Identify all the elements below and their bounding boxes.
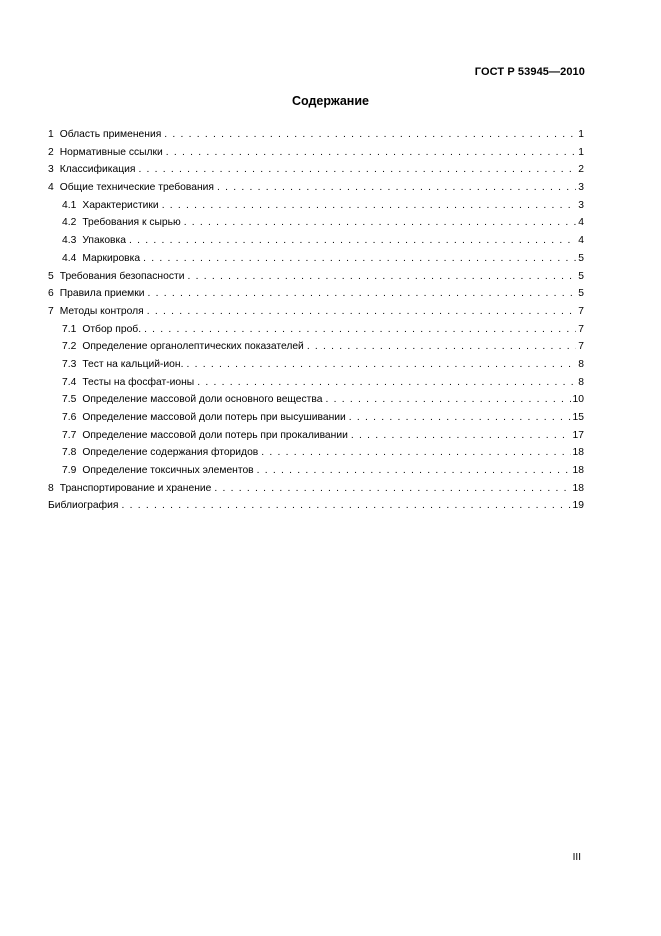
toc-entry[interactable]: [48, 409, 584, 427]
toc-dot-leader: [261, 444, 570, 462]
toc-dot-leader: [187, 268, 576, 286]
toc-entry-label: Методы контроля: [59, 305, 144, 317]
toc-entry-label: Нормативные ссылки: [59, 146, 163, 158]
toc-entry-label: Определение токсичных элементов: [82, 465, 254, 477]
toc-entry-page: 19: [572, 500, 584, 512]
toc-dot-leader: [148, 285, 577, 303]
toc-entry-number: 7.7: [62, 429, 77, 441]
toc-entry-page: 5: [578, 252, 584, 264]
toc-entry[interactable]: [48, 427, 584, 445]
toc-entry-number: 6: [48, 288, 54, 300]
toc-entry-label: Определение массовой доли потерь при высушивании: [82, 412, 346, 423]
toc-dot-leader: [197, 374, 576, 392]
toc-entry[interactable]: [48, 214, 584, 232]
toc-entry-page: 8: [578, 376, 584, 388]
toc-entry-label: Упаковка: [82, 235, 126, 247]
toc-entry-number: 7.9: [62, 465, 77, 477]
toc-entry-number: 7.6: [62, 412, 77, 423]
table-of-contents: [48, 126, 584, 515]
toc-entry[interactable]: [48, 374, 584, 392]
toc-entry[interactable]: [48, 338, 584, 356]
toc-entry-label: Отбор проб.: [82, 323, 142, 335]
toc-entry-number: 4.3: [62, 235, 77, 247]
toc-dot-leader: [186, 356, 576, 374]
toc-entry-label: Определение органолептических показателей: [82, 341, 304, 353]
toc-entry[interactable]: [48, 391, 584, 409]
toc-entry-page: 4: [578, 217, 584, 229]
toc-entry-page: 18: [572, 447, 584, 459]
toc-entry-label: Тесты на фосфат-ионы: [82, 376, 195, 388]
toc-entry[interactable]: [48, 303, 584, 321]
toc-entry-label: Характеристики: [82, 199, 159, 211]
toc-dot-leader: [143, 250, 576, 268]
toc-entry-number: 7.5: [62, 394, 77, 406]
toc-entry-number: 4.1: [62, 199, 77, 211]
toc-entry-page: 5: [578, 270, 584, 282]
toc-entry-page: 4: [578, 235, 584, 247]
toc-entry[interactable]: [48, 268, 584, 286]
toc-entry-page: 8: [578, 358, 584, 370]
toc-entry-number: 7.3: [62, 358, 77, 370]
toc-dot-leader: [351, 427, 571, 445]
toc-dot-leader: [147, 303, 577, 321]
toc-entry-number: 4.2: [62, 217, 77, 229]
toc-entry[interactable]: [48, 321, 584, 339]
standard-code-header: ГОСТ Р 53945—2010: [474, 66, 585, 78]
toc-dot-leader: [162, 197, 577, 215]
toc-dot-leader: [164, 126, 576, 144]
toc-entry-label: Требования к сырью: [82, 217, 181, 229]
toc-entry-number: 7.8: [62, 447, 77, 459]
toc-entry-number: 7.4: [62, 376, 77, 388]
toc-entry[interactable]: [48, 197, 584, 215]
toc-dot-leader: [257, 462, 571, 480]
toc-entry-label: Общие технические требования: [59, 182, 214, 194]
toc-entry-page: 10: [572, 394, 584, 406]
toc-entry-label: Тест на кальций-ион.: [82, 358, 184, 370]
toc-entry-number: 8: [48, 482, 54, 494]
toc-title: Содержание: [291, 94, 369, 108]
toc-dot-leader: [349, 409, 571, 427]
toc-entry-number: 4.4: [62, 252, 77, 264]
toc-entry[interactable]: [48, 356, 584, 374]
toc-entry-page: 3: [578, 182, 584, 194]
toc-entry[interactable]: [48, 232, 584, 250]
toc-entry-page: 18: [572, 482, 584, 494]
toc-entry-label: Библиография: [48, 500, 119, 512]
page-number: III: [572, 852, 581, 863]
toc-entry-number: 4: [48, 182, 54, 194]
toc-entry-label: Определение содержания фторидов: [82, 447, 259, 459]
toc-entry[interactable]: [48, 161, 584, 179]
toc-entry-label: Определение массовой доли основного вещества: [82, 394, 323, 406]
toc-entry[interactable]: [48, 462, 584, 480]
toc-entry[interactable]: [48, 497, 584, 515]
toc-entry[interactable]: [48, 444, 584, 462]
toc-entry-label: Область применения: [59, 129, 162, 140]
toc-dot-leader: [121, 497, 570, 515]
toc-entry-page: 7: [578, 341, 584, 353]
toc-entry[interactable]: [48, 126, 584, 144]
toc-entry-page: 5: [578, 288, 584, 300]
toc-entry-number: 3: [48, 164, 54, 176]
toc-entry-number: 7.1: [62, 323, 77, 335]
toc-entry-number: 7.2: [62, 341, 77, 353]
toc-dot-leader: [138, 161, 576, 179]
toc-entry-number: 1: [48, 129, 54, 140]
toc-entry-page: 7: [578, 323, 584, 335]
toc-dot-leader: [129, 232, 576, 250]
toc-entry-page: 1: [578, 146, 584, 158]
toc-dot-leader: [166, 144, 576, 162]
toc-entry-number: 5: [48, 270, 54, 282]
toc-entry-page: 7: [578, 305, 584, 317]
toc-entry-page: 1: [578, 129, 584, 140]
toc-entry[interactable]: [48, 480, 584, 498]
toc-entry[interactable]: [48, 144, 584, 162]
toc-entry-page: 18: [572, 465, 584, 477]
toc-entry[interactable]: [48, 179, 584, 197]
toc-entry-label: Требования безопасности: [59, 270, 185, 282]
toc-dot-leader: [217, 179, 576, 197]
toc-entry-number: 2: [48, 146, 54, 158]
toc-entry-label: Определение массовой доли потерь при прокаливании: [82, 429, 348, 441]
toc-dot-leader: [214, 480, 570, 498]
toc-entry[interactable]: [48, 250, 584, 268]
toc-entry-page: 2: [578, 164, 584, 176]
toc-dot-leader: [325, 391, 570, 409]
toc-entry-number: 7: [48, 305, 54, 317]
toc-entry-page: 3: [578, 199, 584, 211]
toc-entry-page: 17: [572, 429, 584, 441]
toc-entry-page: 15: [572, 412, 584, 423]
toc-entry[interactable]: [48, 285, 584, 303]
toc-entry-label: Классификация: [59, 164, 136, 176]
toc-entry-label: Маркировка: [82, 252, 141, 264]
toc-dot-leader: [144, 321, 576, 339]
toc-dot-leader: [184, 214, 577, 232]
toc-entry-label: Правила приемки: [59, 288, 145, 300]
toc-dot-leader: [307, 338, 576, 356]
toc-entry-label: Транспортирование и хранение: [59, 482, 212, 494]
